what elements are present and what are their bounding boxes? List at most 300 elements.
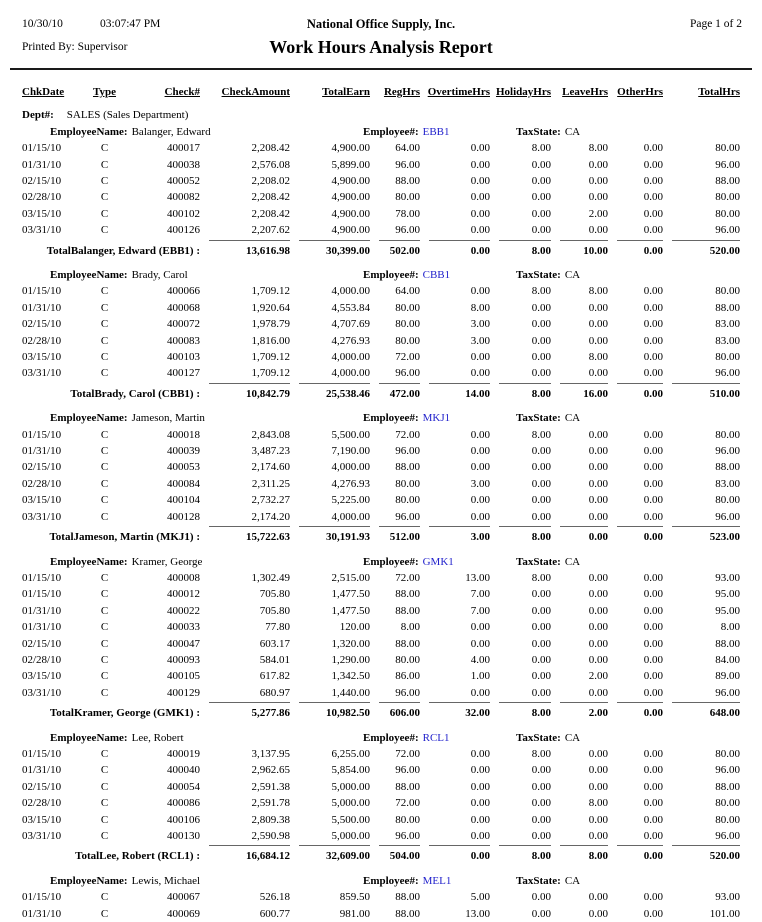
cell-total-hrs: 83.00	[715, 477, 740, 490]
tax-state-group	[516, 267, 580, 283]
cell-other-hrs: 0.00	[643, 191, 663, 204]
cell-total-earn: 4,900.00	[331, 142, 370, 155]
cell-total-earn: 5,225.00	[331, 494, 370, 507]
cell-holiday-hrs: 0.00	[531, 367, 551, 380]
cell-reg-hrs: 96.00	[395, 829, 420, 842]
cell-check-amount: 3,137.95	[251, 747, 290, 760]
cell-total-hrs: 96.00	[715, 445, 740, 458]
cell-leave-hrs: 0.00	[588, 621, 608, 634]
cell-other-hrs: 0.00	[643, 351, 663, 364]
cell-total-hrs: 80.00	[715, 813, 740, 826]
cell-type: C	[100, 158, 109, 171]
column-header-overtime-hrs	[420, 84, 490, 100]
cell-holiday-hrs: 0.00	[531, 686, 551, 699]
cell-leave-hrs: 0.00	[588, 891, 608, 904]
cell-check-num: 400086	[167, 797, 200, 810]
table-row	[0, 570, 762, 586]
cell-total-earn: 6,255.00	[331, 747, 370, 760]
cell-check-amount: 2,809.38	[251, 813, 290, 826]
employee-header	[0, 124, 762, 140]
cell-overtime-hrs: 0.00	[470, 747, 490, 760]
cell-type: C	[100, 191, 109, 204]
total-check-amount: 5,277.86	[200, 705, 290, 721]
tax-state-label: TaxState:	[516, 125, 561, 138]
table-row	[0, 173, 762, 189]
cell-check-amount: 77.80	[265, 621, 290, 634]
cell-total-earn: 1,477.50	[331, 588, 370, 601]
table-row	[0, 316, 762, 332]
cell-reg-hrs: 88.00	[395, 637, 420, 650]
cell-reg-hrs: 80.00	[395, 813, 420, 826]
cell-overtime-hrs: 3.00	[470, 477, 490, 490]
employee-id-link[interactable]: RCL1	[422, 731, 450, 744]
cell-reg-hrs: 88.00	[395, 461, 420, 474]
employee-number-label: Employee#:	[363, 874, 419, 887]
cell-leave-hrs: 8.00	[588, 797, 608, 810]
cell-total-earn: 5,899.00	[331, 158, 370, 171]
cell-other-hrs: 0.00	[643, 813, 663, 826]
cell-reg-hrs: 88.00	[395, 588, 420, 601]
cell-reg-hrs: 80.00	[395, 653, 420, 666]
cell-overtime-hrs: 0.00	[470, 158, 490, 171]
dept-value: SALES (Sales Department)	[66, 109, 189, 122]
cell-reg-hrs: 72.00	[395, 571, 420, 584]
table-row	[0, 443, 762, 459]
employee-id-link[interactable]: GMK1	[422, 555, 454, 568]
cell-check-num: 400072	[167, 318, 200, 331]
total-check-amount: 16,684.12	[200, 848, 290, 864]
cell-total-earn: 4,900.00	[331, 175, 370, 188]
cell-leave-hrs: 0.00	[588, 686, 608, 699]
cell-check-num: 400069	[167, 907, 200, 920]
cell-total-hrs: 96.00	[715, 764, 740, 777]
cell-check-num: 400105	[167, 670, 200, 683]
employee-header	[0, 267, 762, 283]
cell-check-amount: 680.97	[259, 686, 290, 699]
cell-type: C	[100, 813, 109, 826]
cell-holiday-hrs: 0.00	[531, 637, 551, 650]
employee-header	[0, 873, 762, 889]
column-header-label: OtherHrs	[617, 86, 663, 98]
employee-section	[0, 554, 762, 722]
total-leave-hrs: 8.00	[551, 848, 608, 864]
cell-leave-hrs: 0.00	[588, 588, 608, 601]
employee-id-link[interactable]: MKJ1	[422, 412, 451, 425]
cell-holiday-hrs: 8.00	[531, 747, 551, 760]
cell-type: C	[100, 207, 109, 220]
cell-chk-date: 03/15/10	[22, 670, 62, 683]
cell-holiday-hrs: 8.00	[531, 571, 551, 584]
cell-reg-hrs: 96.00	[395, 158, 420, 171]
cell-total-earn: 859.50	[339, 891, 370, 904]
employee-id-link[interactable]: CBB1	[422, 269, 451, 282]
cell-type: C	[100, 494, 109, 507]
cell-holiday-hrs: 0.00	[531, 445, 551, 458]
table-row	[0, 636, 762, 652]
cell-chk-date: 03/31/10	[22, 510, 62, 523]
cell-chk-date: 02/28/10	[22, 653, 62, 666]
cell-chk-date: 02/15/10	[22, 637, 62, 650]
cell-check-num: 400093	[167, 653, 200, 666]
cell-other-hrs: 0.00	[643, 494, 663, 507]
cell-other-hrs: 0.00	[643, 207, 663, 220]
total-check-amount: 10,842.79	[200, 386, 290, 402]
table-row	[0, 746, 762, 762]
cell-leave-hrs: 0.00	[588, 191, 608, 204]
table-row	[0, 222, 762, 238]
cell-check-num: 400066	[167, 285, 200, 298]
cell-chk-date: 02/28/10	[22, 191, 62, 204]
cell-reg-hrs: 86.00	[395, 670, 420, 683]
total-overtime-hrs: 0.00	[420, 243, 490, 259]
cell-total-earn: 5,000.00	[331, 780, 370, 793]
employee-name-group	[50, 554, 202, 570]
cell-check-num: 400054	[167, 780, 200, 793]
cell-check-amount: 2,962.65	[251, 764, 290, 777]
cell-chk-date: 01/31/10	[22, 445, 62, 458]
cell-type: C	[100, 142, 109, 155]
cell-holiday-hrs: 0.00	[531, 175, 551, 188]
total-check-amount: 15,722.63	[200, 529, 290, 545]
table-row	[0, 812, 762, 828]
cell-total-hrs: 96.00	[715, 510, 740, 523]
cell-check-num: 400084	[167, 477, 200, 490]
total-other-hrs: 0.00	[608, 386, 663, 402]
cell-type: C	[100, 588, 109, 601]
cell-holiday-hrs: 0.00	[531, 829, 551, 842]
cell-type: C	[100, 764, 109, 777]
cell-reg-hrs: 64.00	[395, 142, 420, 155]
cell-total-hrs: 80.00	[715, 494, 740, 507]
cell-holiday-hrs: 8.00	[531, 285, 551, 298]
cell-check-amount: 1,709.12	[251, 285, 290, 298]
employee-name-value: Lewis, Michael	[131, 874, 201, 887]
tax-state-value: CA	[564, 125, 581, 138]
cell-holiday-hrs: 0.00	[531, 588, 551, 601]
cell-other-hrs: 0.00	[643, 747, 663, 760]
table-row	[0, 492, 762, 508]
cell-leave-hrs: 0.00	[588, 367, 608, 380]
cell-check-amount: 603.17	[259, 637, 290, 650]
cell-overtime-hrs: 0.00	[470, 445, 490, 458]
table-row	[0, 300, 762, 316]
table-row	[0, 476, 762, 492]
employee-total-label: TotalBalanger, Edward (EBB1) :	[46, 244, 200, 257]
total-overtime-hrs: 32.00	[420, 705, 490, 721]
cell-chk-date: 01/15/10	[22, 285, 62, 298]
total-other-hrs: 0.00	[608, 705, 663, 721]
cell-holiday-hrs: 0.00	[531, 477, 551, 490]
cell-reg-hrs: 72.00	[395, 428, 420, 441]
cell-type: C	[100, 445, 109, 458]
cell-total-hrs: 88.00	[715, 461, 740, 474]
cell-overtime-hrs: 0.00	[470, 191, 490, 204]
cell-other-hrs: 0.00	[643, 301, 663, 314]
cell-chk-date: 01/31/10	[22, 301, 62, 314]
cell-chk-date: 03/15/10	[22, 813, 62, 826]
cell-leave-hrs: 0.00	[588, 829, 608, 842]
cell-leave-hrs: 0.00	[588, 653, 608, 666]
cell-leave-hrs: 2.00	[588, 207, 608, 220]
column-header-total-earn	[290, 84, 370, 100]
cell-chk-date: 03/31/10	[22, 829, 62, 842]
cell-check-amount: 2,591.78	[251, 797, 290, 810]
employee-total-label: TotalBrady, Carol (CBB1) :	[70, 387, 200, 400]
employee-total-row	[0, 703, 762, 721]
cell-holiday-hrs: 0.00	[531, 780, 551, 793]
cell-reg-hrs: 72.00	[395, 351, 420, 364]
total-total-earn: 32,609.00	[290, 848, 370, 864]
cell-type: C	[100, 891, 109, 904]
total-holiday-hrs: 8.00	[490, 243, 551, 259]
column-header-row	[0, 84, 762, 100]
cell-holiday-hrs: 0.00	[531, 191, 551, 204]
table-row	[0, 762, 762, 778]
cell-total-hrs: 80.00	[715, 207, 740, 220]
cell-check-num: 400103	[167, 351, 200, 364]
cell-leave-hrs: 0.00	[588, 158, 608, 171]
cell-leave-hrs: 0.00	[588, 477, 608, 490]
cell-overtime-hrs: 0.00	[470, 637, 490, 650]
cell-other-hrs: 0.00	[643, 686, 663, 699]
cell-total-earn: 4,000.00	[331, 367, 370, 380]
tax-state-label: TaxState:	[516, 874, 561, 887]
cell-reg-hrs: 72.00	[395, 747, 420, 760]
total-leave-hrs: 2.00	[551, 705, 608, 721]
cell-type: C	[100, 637, 109, 650]
header-rule	[10, 68, 752, 70]
cell-leave-hrs: 0.00	[588, 445, 608, 458]
cell-type: C	[100, 604, 109, 617]
dept-label: Dept#:	[22, 109, 54, 122]
cell-type: C	[100, 653, 109, 666]
cell-other-hrs: 0.00	[643, 764, 663, 777]
cell-check-num: 400008	[167, 571, 200, 584]
cell-holiday-hrs: 0.00	[531, 797, 551, 810]
cell-leave-hrs: 0.00	[588, 334, 608, 347]
cell-reg-hrs: 96.00	[395, 445, 420, 458]
employee-section	[0, 267, 762, 402]
cell-other-hrs: 0.00	[643, 175, 663, 188]
cell-type: C	[100, 367, 109, 380]
cell-other-hrs: 0.00	[643, 797, 663, 810]
cell-check-num: 400068	[167, 301, 200, 314]
total-reg-hrs: 606.00	[370, 705, 420, 721]
cell-holiday-hrs: 0.00	[531, 301, 551, 314]
cell-type: C	[100, 829, 109, 842]
cell-total-earn: 5,000.00	[331, 797, 370, 810]
employee-total-row	[0, 384, 762, 402]
employee-total-row	[0, 846, 762, 864]
column-header-leave-hrs	[551, 84, 608, 100]
cell-reg-hrs: 72.00	[395, 797, 420, 810]
cell-overtime-hrs: 0.00	[470, 797, 490, 810]
total-leave-hrs: 10.00	[551, 243, 608, 259]
cell-chk-date: 03/15/10	[22, 207, 62, 220]
cell-total-earn: 5,500.00	[331, 813, 370, 826]
total-total-earn: 30,191.93	[290, 529, 370, 545]
cell-check-num: 400017	[167, 142, 200, 155]
cell-overtime-hrs: 0.00	[470, 428, 490, 441]
cell-overtime-hrs: 0.00	[470, 285, 490, 298]
cell-total-hrs: 95.00	[715, 588, 740, 601]
column-header-label: HolidayHrs	[495, 86, 551, 98]
cell-check-num: 400129	[167, 686, 200, 699]
cell-check-num: 400104	[167, 494, 200, 507]
cell-check-amount: 2,311.25	[251, 477, 290, 490]
cell-total-hrs: 88.00	[715, 175, 740, 188]
tax-state-group	[516, 730, 580, 746]
cell-total-earn: 1,290.00	[331, 653, 370, 666]
employee-total-label: TotalLee, Robert (RCL1) :	[75, 850, 200, 863]
cell-leave-hrs: 0.00	[588, 571, 608, 584]
column-header-chk-date	[22, 84, 82, 100]
employee-total-label: TotalKramer, George (GMK1) :	[49, 707, 200, 720]
cell-leave-hrs: 8.00	[588, 285, 608, 298]
total-other-hrs: 0.00	[608, 848, 663, 864]
cell-overtime-hrs: 4.00	[470, 653, 490, 666]
cell-chk-date: 01/31/10	[22, 764, 62, 777]
employee-number-label: Employee#:	[363, 731, 419, 744]
cell-type: C	[100, 301, 109, 314]
employee-name-label: EmployeeName:	[50, 269, 128, 282]
report-body	[0, 124, 762, 922]
cell-other-hrs: 0.00	[643, 653, 663, 666]
cell-chk-date: 01/31/10	[22, 158, 62, 171]
employee-id-link[interactable]: EBB1	[422, 125, 450, 138]
cell-check-num: 400018	[167, 428, 200, 441]
employee-id-link[interactable]: MEL1	[422, 874, 452, 887]
cell-check-amount: 1,816.00	[251, 334, 290, 347]
cell-leave-hrs: 0.00	[588, 301, 608, 314]
cell-total-earn: 4,553.84	[331, 301, 370, 314]
employee-name-group	[50, 730, 184, 746]
cell-total-earn: 4,000.00	[331, 461, 370, 474]
cell-leave-hrs: 0.00	[588, 907, 608, 920]
cell-total-earn: 5,500.00	[331, 428, 370, 441]
cell-type: C	[100, 747, 109, 760]
table-row	[0, 206, 762, 222]
table-row	[0, 459, 762, 475]
cell-holiday-hrs: 0.00	[531, 813, 551, 826]
cell-other-hrs: 0.00	[643, 621, 663, 634]
cell-other-hrs: 0.00	[643, 670, 663, 683]
printed-by: Printed By: Supervisor	[22, 41, 128, 53]
cell-reg-hrs: 96.00	[395, 367, 420, 380]
employee-section	[0, 873, 762, 922]
table-row	[0, 889, 762, 905]
cell-reg-hrs: 80.00	[395, 477, 420, 490]
cell-type: C	[100, 428, 109, 441]
cell-type: C	[100, 670, 109, 683]
cell-other-hrs: 0.00	[643, 142, 663, 155]
cell-other-hrs: 0.00	[643, 907, 663, 920]
cell-other-hrs: 0.00	[643, 318, 663, 331]
cell-overtime-hrs: 0.00	[470, 686, 490, 699]
cell-overtime-hrs: 0.00	[470, 764, 490, 777]
total-total-hrs: 520.00	[663, 848, 740, 864]
employee-number-label: Employee#:	[363, 555, 419, 568]
cell-check-amount: 2,843.08	[251, 428, 290, 441]
employee-number-group	[363, 124, 450, 140]
table-row	[0, 619, 762, 635]
table-row	[0, 668, 762, 684]
cell-total-hrs: 80.00	[715, 797, 740, 810]
cell-chk-date: 02/15/10	[22, 780, 62, 793]
cell-total-earn: 4,000.00	[331, 351, 370, 364]
table-row	[0, 586, 762, 602]
cell-holiday-hrs: 0.00	[531, 494, 551, 507]
cell-overtime-hrs: 0.00	[470, 142, 490, 155]
column-header-holiday-hrs	[490, 84, 551, 100]
cell-other-hrs: 0.00	[643, 224, 663, 237]
employee-number-group	[363, 730, 450, 746]
total-overtime-hrs: 0.00	[420, 848, 490, 864]
cell-check-amount: 1,920.64	[251, 301, 290, 314]
column-header-reg-hrs	[370, 84, 420, 100]
cell-check-amount: 705.80	[259, 604, 290, 617]
cell-chk-date: 01/15/10	[22, 891, 62, 904]
cell-total-hrs: 80.00	[715, 428, 740, 441]
cell-check-amount: 584.01	[259, 653, 290, 666]
cell-check-amount: 2,591.38	[251, 780, 290, 793]
cell-total-earn: 981.00	[339, 907, 370, 920]
cell-check-num: 400126	[167, 224, 200, 237]
cell-leave-hrs: 0.00	[588, 175, 608, 188]
cell-total-hrs: 80.00	[715, 285, 740, 298]
cell-check-amount: 2,174.20	[251, 510, 290, 523]
cell-check-amount: 2,174.60	[251, 461, 290, 474]
employee-name-label: EmployeeName:	[50, 125, 128, 138]
cell-overtime-hrs: 3.00	[470, 318, 490, 331]
cell-total-hrs: 88.00	[715, 637, 740, 650]
cell-total-hrs: 95.00	[715, 604, 740, 617]
cell-chk-date: 03/15/10	[22, 494, 62, 507]
table-row	[0, 652, 762, 668]
column-header-label: RegHrs	[383, 86, 420, 98]
cell-holiday-hrs: 0.00	[531, 621, 551, 634]
total-holiday-hrs: 8.00	[490, 705, 551, 721]
employee-total-row	[0, 527, 762, 545]
cell-overtime-hrs: 0.00	[470, 813, 490, 826]
table-row	[0, 603, 762, 619]
cell-total-hrs: 80.00	[715, 747, 740, 760]
cell-check-num: 400052	[167, 175, 200, 188]
cell-check-amount: 2,576.08	[251, 158, 290, 171]
cell-holiday-hrs: 0.00	[531, 318, 551, 331]
cell-chk-date: 01/15/10	[22, 428, 62, 441]
tax-state-group	[516, 873, 580, 889]
column-header-check-amount	[200, 84, 290, 100]
cell-total-earn: 7,190.00	[331, 445, 370, 458]
cell-holiday-hrs: 0.00	[531, 510, 551, 523]
cell-overtime-hrs: 1.00	[470, 670, 490, 683]
employee-name-label: EmployeeName:	[50, 412, 128, 425]
cell-overtime-hrs: 0.00	[470, 224, 490, 237]
table-row	[0, 333, 762, 349]
cell-check-amount: 2,208.42	[251, 191, 290, 204]
cell-other-hrs: 0.00	[643, 510, 663, 523]
table-row	[0, 779, 762, 795]
cell-holiday-hrs: 8.00	[531, 428, 551, 441]
cell-holiday-hrs: 0.00	[531, 334, 551, 347]
employee-number-group	[363, 554, 454, 570]
cell-overtime-hrs: 0.00	[470, 351, 490, 364]
cell-other-hrs: 0.00	[643, 158, 663, 171]
cell-type: C	[100, 477, 109, 490]
cell-overtime-hrs: 0.00	[470, 207, 490, 220]
tax-state-group	[516, 554, 580, 570]
